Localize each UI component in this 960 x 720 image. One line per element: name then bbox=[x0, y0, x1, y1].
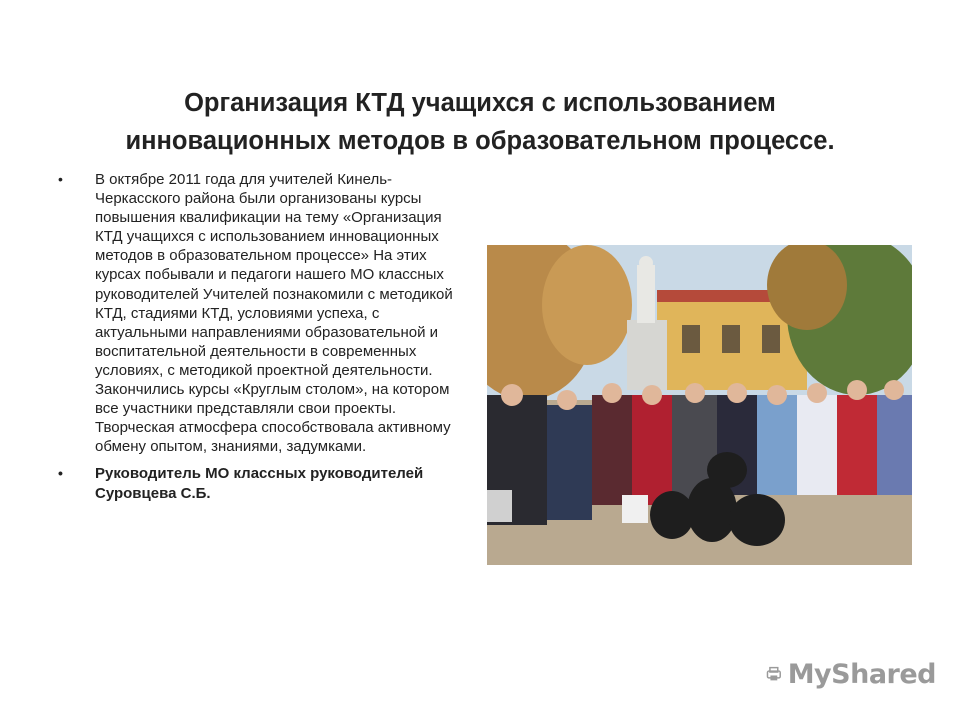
bullet-dot-icon: • bbox=[58, 465, 63, 482]
printer-icon bbox=[766, 658, 782, 690]
bullet-item bbox=[58, 464, 468, 502]
watermark-text: MyShared bbox=[787, 658, 936, 690]
watermark bbox=[766, 656, 936, 692]
slide-title: Организация КТД учащихся с использованием инновационных методов в образовательном процессе. bbox=[125, 89, 835, 155]
group-photo bbox=[487, 245, 912, 565]
bullet-list bbox=[58, 170, 468, 511]
bullet-text: В октябре 2011 года для учителей Кинель-Черкасского района были организованы курсы повышения квалификации на тему «Организация КТД учащихся с использованием инновационных методов в образовательном процессе» На этих курсах побывали и педагоги нашего МО классных руководителей Учителей познакомили с методикой КТД, стадиями КТД, условиями успеха, с актуальными направлениями образовательной и воспитательной деятельности в современных условиях, с методикой проектной деятельности. Закончились курсы «Круглым столом», на котором все участники представляли свои проекты. Творческая атмосфера способствовала активному обмену опытом, знаниями, задумками. bbox=[95, 171, 453, 456]
bullet-text: Руководитель МО классных руководителей Суровцева С.Б. bbox=[95, 465, 424, 502]
bullet-item bbox=[58, 170, 468, 456]
bullet-dot-icon: • bbox=[58, 171, 63, 187]
